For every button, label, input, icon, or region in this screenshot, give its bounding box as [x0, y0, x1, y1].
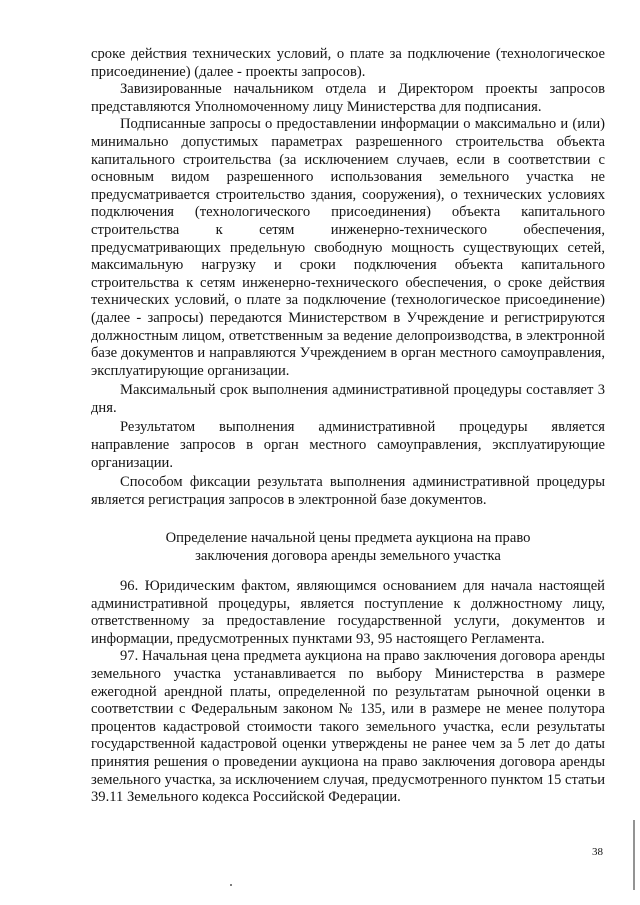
paragraph-97: 97. Начальная цена предмета аукциона на право заключения договора аренды земельного участка устанавливается по выбору Министерства в размере ежегодной арендной платы, определенной по результатам рыночной оценки в соответствии с Федеральным законом № 135, или в размере не менее полутора процентов кадастровой стоимости такого земельного участка, если результаты государственной кадастровой оценки утверждены не ранее чем за 5 лет до даты принятия решения о проведении аукциона на право заключения договора аренды земельного участка, за исключением случая, предусмотренного пунктом 15 статьи 39.11 Земельного кодекса Российской Федерации.: [91, 648, 605, 806]
paragraph-max-term: Максимальный срок выполнения административной процедуры составляет 3 дня.: [91, 382, 605, 416]
section-heading-line-1: Определение начальной цены предмета аукциона на право: [165, 530, 531, 546]
paragraph-endorsed-drafts: Завизированные начальником отдела и Директором проекты запросов представляются Уполномоченному лицу Министерства для подписания.: [91, 81, 605, 115]
section-heading-line-2: заключения договора аренды земельного участка: [195, 547, 501, 564]
body-text-lower: [91, 578, 605, 807]
paragraph-signed-requests: Подписанные запросы о предоставлении информации о максимально и (или) минимально допустимых параметрах разрешенного строительства объекта капитального строительства (за исключением случаев, если в соответствии с основным видом разрешенного использования земельного участка не предусматривается строительство здания, сооружения), о технических условиях подключения (технологического присоединения) объекта капитального строительства к сетям инженерно-технического обеспечения, предусматривающих предельную свободную мощность существующих сетей, максимальную нагрузку и сроки подключения объекта капитального строительства к сетям инженерно-технического обеспечения, о сроке действия технических условий, о плате за подключение (технологическое присоединение) (далее - запросы) передаются Министерством в Учреждение и регистрируются должностным лицом, ответственным за ведение делопроизводства, в электронной базе документов и направляются Учреждением в орган местного самоуправления, эксплуатирующие организации.: [91, 116, 605, 379]
scan-speck: [230, 884, 232, 886]
paragraph-96: 96. Юридическим фактом, являющимся основанием для начала настоящей административной процедуры, является поступление к должностному лицу, ответственному за предоставление государственной услуги, документов и информации, предусмотренных пунктами 93, 95 настоящего Регламента.: [91, 578, 605, 647]
page-number: 38: [592, 846, 603, 858]
section-heading: [91, 530, 605, 565]
paragraph-result: Результатом выполнения административной процедуры является направление запросов в орган местного самоуправления, эксплуатирующие организации.: [91, 419, 605, 471]
body-text-upper: [91, 46, 605, 509]
paragraph-request-drafts: сроке действия технических условий, о плате за подключение (технологическое присоединение) (далее - проекты запросов).: [91, 46, 605, 80]
scan-edge-mark: [633, 820, 635, 890]
paragraph-fixation-method: Способом фиксации результата выполнения административной процедуры является регистрация запросов в электронной базе документов.: [91, 474, 605, 508]
